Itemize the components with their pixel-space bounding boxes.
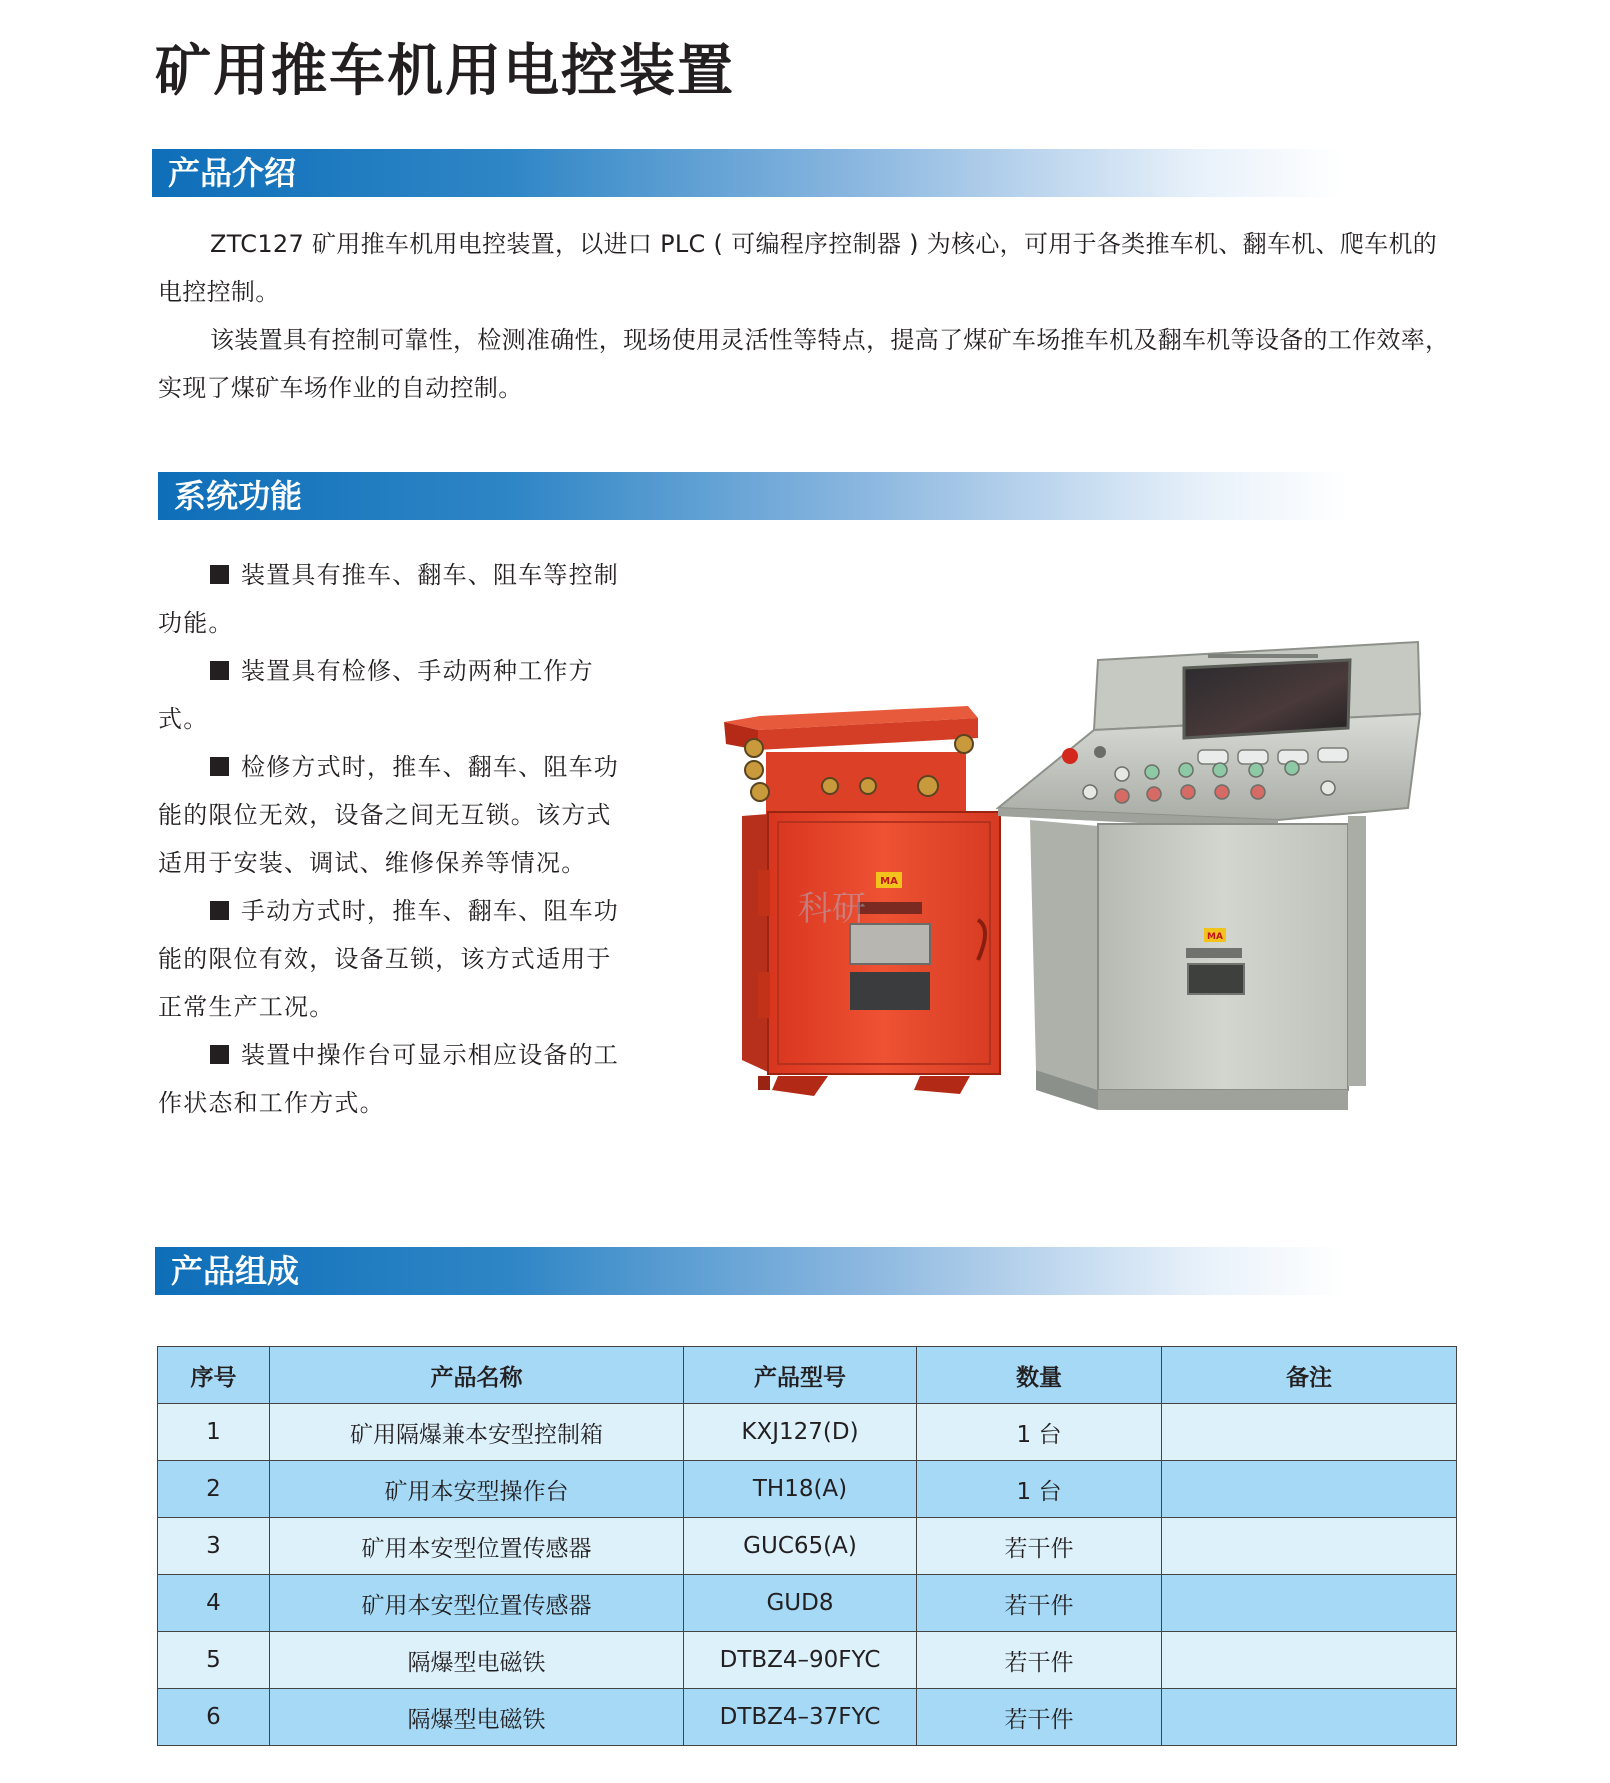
composition-table bbox=[157, 1346, 1457, 1746]
table-cell: 1 台 bbox=[917, 1404, 1162, 1461]
table-cell: DTBZ4–90FYC bbox=[684, 1632, 917, 1689]
section-heading-intro: 产品介绍 bbox=[168, 154, 297, 192]
list-item: 装置具有推车、翻车、阻车等控制功能。 bbox=[158, 561, 619, 637]
intro-text bbox=[158, 220, 1458, 412]
list-item: 手动方式时，推车、翻车、阻车功能的限位有效，设备互锁，该方式适用于正常生产工况。 bbox=[158, 897, 619, 1021]
table-cell: 5 bbox=[158, 1632, 270, 1689]
table-cell: GUD8 bbox=[684, 1575, 917, 1632]
table-cell: 矿用隔爆兼本安型控制箱 bbox=[270, 1404, 684, 1461]
function-list bbox=[158, 551, 628, 1127]
watermark-text: 科研 bbox=[798, 889, 866, 929]
column-header: 产品名称 bbox=[270, 1347, 684, 1404]
table-cell: 1 台 bbox=[917, 1461, 1162, 1518]
section-bar-functions bbox=[158, 472, 1348, 520]
column-header: 数量 bbox=[917, 1347, 1162, 1404]
table-cell: 矿用本安型操作台 bbox=[270, 1461, 684, 1518]
page-title: 矿用推车机用电控装置 bbox=[155, 39, 735, 104]
table-cell: 6 bbox=[158, 1689, 270, 1746]
column-header: 序号 bbox=[158, 1347, 270, 1404]
table-row bbox=[158, 1689, 1457, 1746]
table-cell: 若干件 bbox=[917, 1575, 1162, 1632]
table-cell: 矿用本安型位置传感器 bbox=[270, 1518, 684, 1575]
table-cell: 4 bbox=[158, 1575, 270, 1632]
table-row bbox=[158, 1575, 1457, 1632]
table-cell: 3 bbox=[158, 1518, 270, 1575]
table-cell: DTBZ4–37FYC bbox=[684, 1689, 917, 1746]
table-cell: 隔爆型电磁铁 bbox=[270, 1632, 684, 1689]
bullet-square-icon bbox=[210, 661, 229, 680]
intro-paragraph: 该装置具有控制可靠性，检测准确性，现场使用灵活性等特点，提高了煤矿车场推车机及翻车机等设备的工作效率，实现了煤矿车场作业的自动控制。 bbox=[158, 326, 1450, 402]
section-heading-functions: 系统功能 bbox=[174, 477, 303, 515]
table-cell: 隔爆型电磁铁 bbox=[270, 1689, 684, 1746]
table-cell: TH18(A) bbox=[684, 1461, 917, 1518]
product-photo bbox=[718, 620, 1438, 1160]
column-header: 产品型号 bbox=[684, 1347, 917, 1404]
ma-badge: MA bbox=[880, 876, 898, 887]
table-row bbox=[158, 1632, 1457, 1689]
table-row bbox=[158, 1461, 1457, 1518]
console-image bbox=[998, 642, 1420, 1110]
ma-badge: MA bbox=[1207, 932, 1223, 942]
table-cell bbox=[1162, 1518, 1457, 1575]
table-cell: 1 bbox=[158, 1404, 270, 1461]
table-cell: GUC65(A) bbox=[684, 1518, 917, 1575]
section-heading-composition: 产品组成 bbox=[171, 1252, 300, 1290]
table-cell: 若干件 bbox=[917, 1689, 1162, 1746]
table-cell: 2 bbox=[158, 1461, 270, 1518]
column-header: 备注 bbox=[1162, 1347, 1457, 1404]
table-cell bbox=[1162, 1632, 1457, 1689]
table-row bbox=[158, 1404, 1457, 1461]
section-bar-composition bbox=[155, 1247, 1345, 1295]
table-cell: 若干件 bbox=[917, 1518, 1162, 1575]
table-cell bbox=[1162, 1575, 1457, 1632]
intro-paragraph: ZTC127 矿用推车机用电控装置，以进口 PLC ( 可编程序控制器 ) 为核心，可用于各类推车机、翻车机、爬车机的电控控制。 bbox=[158, 230, 1438, 306]
bullet-square-icon bbox=[210, 565, 229, 584]
bullet-square-icon bbox=[210, 1045, 229, 1064]
table-cell bbox=[1162, 1404, 1457, 1461]
table-row bbox=[158, 1518, 1457, 1575]
bullet-square-icon bbox=[210, 757, 229, 776]
table-cell: KXJ127(D) bbox=[684, 1404, 917, 1461]
table-cell: 若干件 bbox=[917, 1632, 1162, 1689]
table-cell: 矿用本安型位置传感器 bbox=[270, 1575, 684, 1632]
table-cell bbox=[1162, 1461, 1457, 1518]
bullet-square-icon bbox=[210, 901, 229, 920]
section-bar-intro bbox=[152, 149, 1342, 197]
table-cell bbox=[1162, 1689, 1457, 1746]
table-header-row bbox=[158, 1347, 1457, 1404]
list-item: 装置具有检修、手动两种工作方式。 bbox=[158, 657, 594, 733]
list-item: 装置中操作台可显示相应设备的工作状态和工作方式。 bbox=[158, 1041, 619, 1117]
list-item: 检修方式时，推车、翻车、阻车功能的限位无效，设备之间无互锁。该方式适用于安装、调试、维修保养等情况。 bbox=[158, 753, 619, 877]
